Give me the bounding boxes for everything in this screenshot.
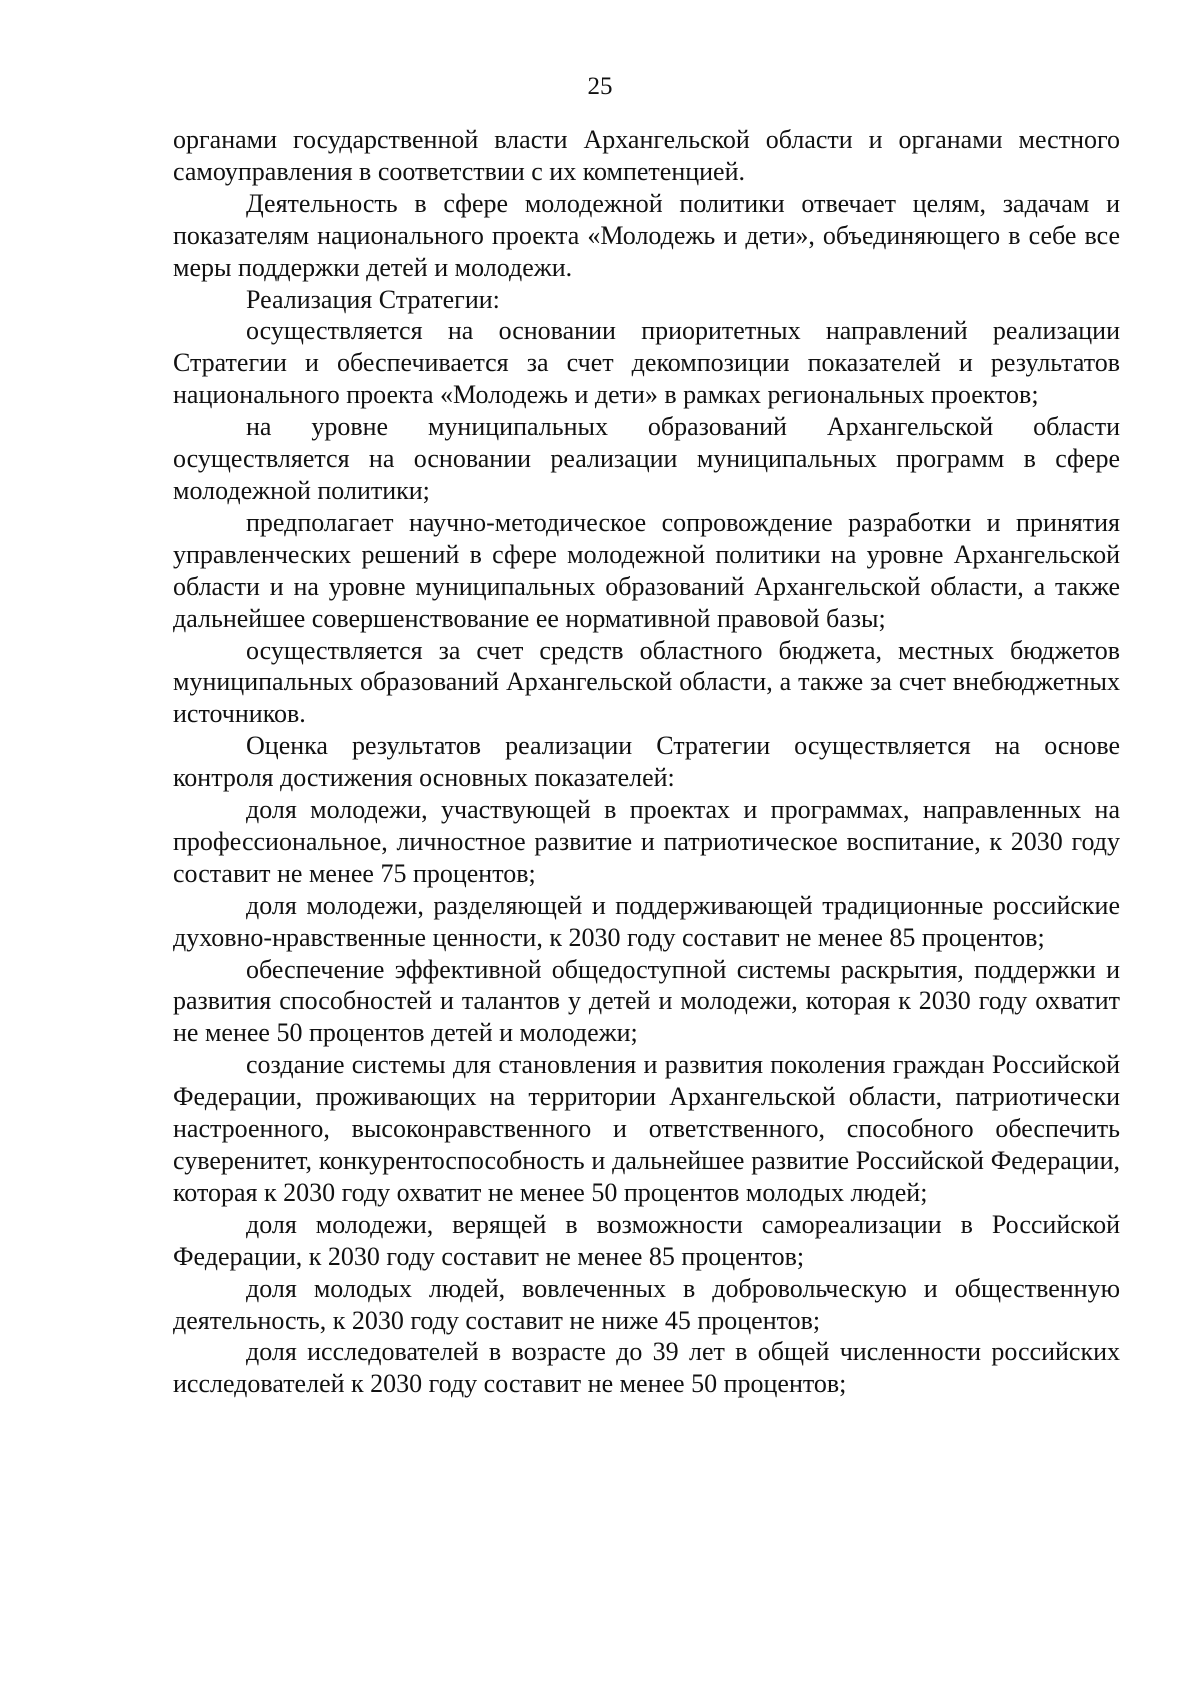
indicator-item: доля молодежи, верящей в возможности самореализации в Российской Федерации, к 2030 году составит не менее 85 процентов; [173, 1209, 1120, 1271]
indicator-item: доля исследователей в возрасте до 39 лет в общей численности российских исследователей к 2030 году составит не менее 50 процентов; [173, 1337, 1120, 1399]
paragraph-youth-policy-goals: Деятельность в сфере молодежной политики отвечает целям, задачам и показателям национального проекта «Молодежь и дети», объединяющего в себе все меры поддержки детей и молодежи. [173, 188, 1120, 282]
indicator-item: доля молодежи, участвующей в проектах и программах, направленных на профессиональное, личностное развитие и патриотическое воспитание, к 2030 году составит не менее 75 процентов; [173, 795, 1120, 888]
paragraph-implementation-priorities: осуществляется на основании приоритетных направлений реализации Стратегии и обеспечивается за счет декомпозиции показателей и результатов национального проекта «Молодежь и дети» в рамках региональных проектов; [173, 316, 1120, 410]
paragraph-scientific-support: предполагает научно-методическое сопровождение разработки и принятия управленческих решений в сфере молодежной политики на уровне Архангельской области и на уровне муниципальных образований Архангельской области, а также дальнейшее совершенствование ее нормативной правовой базы; [173, 507, 1120, 633]
paragraph-funding: осуществляется за счет средств областного бюджета, местных бюджетов муниципальных образований Архангельской области, а также за счет внебюджетных источников. [173, 635, 1120, 729]
paragraph-municipal-level: на уровне муниципальных образований Архангельской области осуществляется на основании реализации муниципальных программ в сфере молодежной политики; [173, 412, 1120, 505]
indicator-item: доля молодых людей, вовлеченных в добровольческую и общественную деятельность, к 2030 году составит не ниже 45 процентов; [173, 1273, 1120, 1335]
indicator-item: доля молодежи, разделяющей и поддерживающей традиционные российские духовно-нравственные ценности, к 2030 году составит не менее 85 процентов; [173, 890, 1120, 952]
paragraph-continuation: органами государственной власти Архангельской области и органами местного самоуправления в соответствии с их компетенцией. [173, 125, 1120, 186]
indicator-item: создание системы для становления и развития поколения граждан Российской Федерации, проживающих на территории Архангельской области, патриотически настроенного, высоконравственного и ответственного, способного обеспечить суверенитет, конкурентоспособность и дальнейшее развитие Российской Федерации, которая к 2030 году охватит не менее 50 процентов молодых людей; [173, 1050, 1120, 1207]
paragraph-strategy-implementation-heading: Реализация Стратегии: [246, 284, 500, 314]
page-number: 25 [587, 73, 613, 100]
document-body [173, 124, 1120, 1400]
indicator-item: обеспечение эффективной общедоступной системы раскрытия, поддержки и развития способностей и талантов у детей и молодежи, которая к 2030 году охватит не менее 50 процентов детей и молодежи; [173, 954, 1120, 1048]
paragraph-evaluation: Оценка результатов реализации Стратегии осуществляется на основе контроля достижения основных показателей: [173, 731, 1120, 793]
